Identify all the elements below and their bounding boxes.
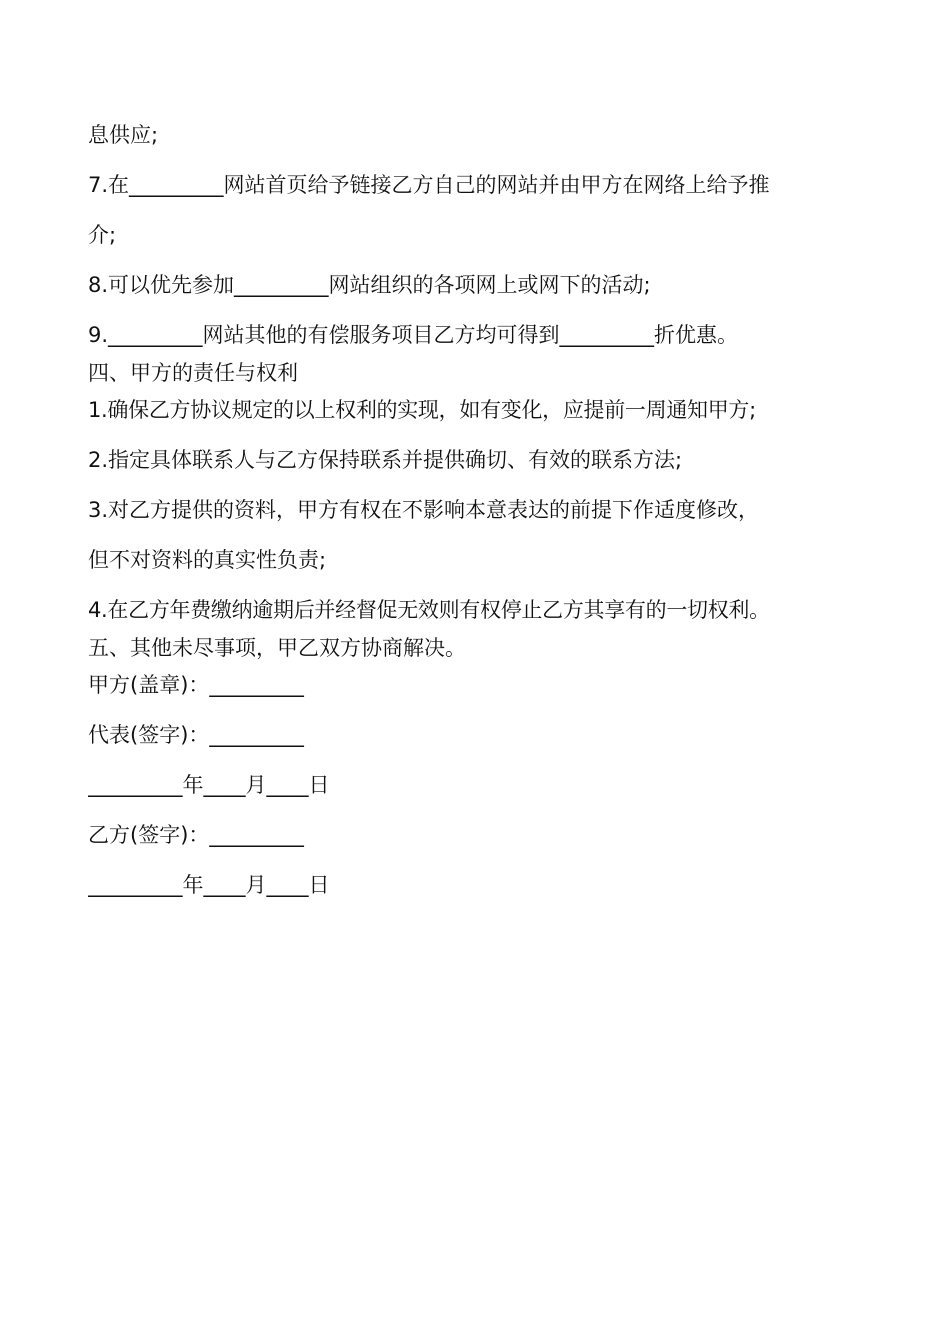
clause-9: 9._________网站其他的有偿服务项目乙方均可得到_________折优惠。 xyxy=(88,323,739,347)
section-4-clause-2: 2.指定具体联系人与乙方保持联系并提供确切、有效的联系方法; xyxy=(88,448,683,472)
clause-7: 7.在_________网站首页给予链接乙方自己的网站并由甲方在网络上给予推 xyxy=(88,173,770,197)
section-heading-4: 四、甲方的责任与权利 xyxy=(88,361,298,385)
representative-signature-line: 代表(签字)：_________ xyxy=(88,723,304,747)
section-4-clause-3: 3.对乙方提供的资料，甲方有权在不影响本意表达的前提下作适度修改， xyxy=(88,498,760,522)
clause-8: 8.可以优先参加_________网站组织的各项网上或网下的活动; xyxy=(88,273,651,297)
party-b-signature-line: 乙方(签字)：_________ xyxy=(88,823,304,847)
section-4-clause-4: 4.在乙方年费缴纳逾期后并经督促无效则有权停止乙方其享有的一切权利。 xyxy=(88,598,770,622)
clause-6-continuation: 息供应; xyxy=(88,123,159,147)
section-heading-5: 五、其他未尽事项，甲乙双方协商解决。 xyxy=(88,636,466,660)
party-b-date-line: _________年____月____日 xyxy=(88,873,330,897)
section-4-clause-1: 1.确保乙方协议规定的以上权利的实现，如有变化，应提前一周通知甲方; xyxy=(88,398,756,422)
party-a-date-line: _________年____月____日 xyxy=(88,773,330,797)
clause-7-continuation: 介; xyxy=(88,223,117,247)
party-a-seal-line: 甲方(盖章)：_________ xyxy=(88,673,304,697)
section-4-clause-3-continuation: 但不对资料的真实性负责; xyxy=(88,548,327,572)
